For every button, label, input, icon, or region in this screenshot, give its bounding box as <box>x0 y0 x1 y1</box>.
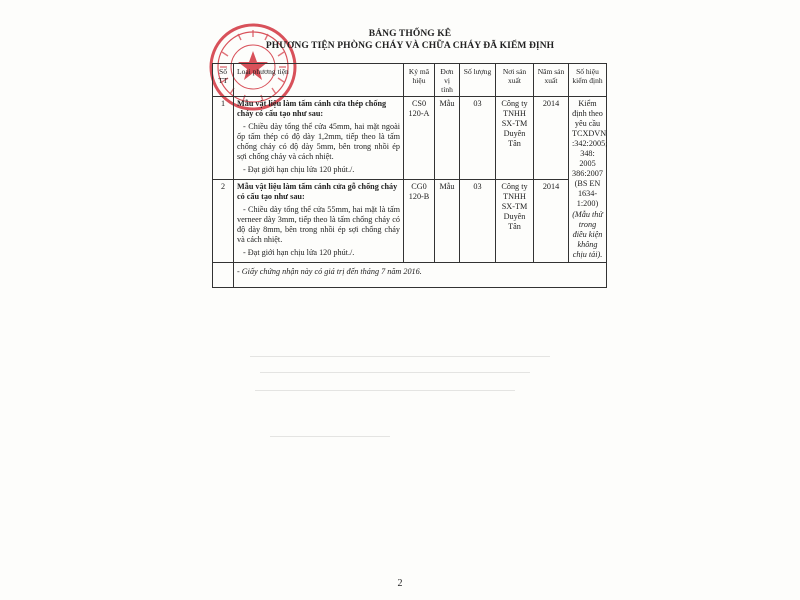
footer-blank-cell <box>213 263 234 288</box>
table-header-row <box>213 64 607 97</box>
row-quantity: 03 <box>460 180 496 263</box>
cert-standard-cell <box>569 97 607 263</box>
header-manufacturer: Nơi sản xuất <box>496 64 534 97</box>
scan-artifact-line <box>255 390 515 391</box>
row-quantity: 03 <box>460 97 496 180</box>
validity-note: - Giấy chứng nhận này có giá trị đến tháng 7 năm 2016. <box>234 263 607 288</box>
scan-artifact-line <box>250 356 550 357</box>
header-stt: Số TT <box>213 64 234 97</box>
row-fire-limit: - Đạt giới hạn chịu lửa 120 phút./. <box>243 248 355 257</box>
header-year: Năm sản xuất <box>534 64 569 97</box>
table-row <box>213 97 607 180</box>
row-stt: 1 <box>213 97 234 180</box>
row-manufacturer: Công ty TNHH SX-TM Duyên Tân <box>496 97 534 180</box>
row-code: CG0 120-B <box>404 180 435 263</box>
row-year: 2014 <box>534 180 569 263</box>
row-fire-limit: - Đạt giới hạn chịu lửa 120 phút./. <box>243 165 355 174</box>
row-stt: 2 <box>213 180 234 263</box>
equipment-table <box>212 63 607 288</box>
header-type: Loại phương tiện <box>234 64 404 97</box>
table-row <box>213 180 607 263</box>
row-description <box>234 97 404 180</box>
header-unit: Đơn vị tính <box>435 64 460 97</box>
row-unit: Mẫu <box>435 97 460 180</box>
cert-note: (Mẫu thử trong điều kiện không chịu tải). <box>572 210 603 259</box>
cert-standard: Kiểm định theo yêu cầu TCXDVN :342:2005; 348: 2005 386:2007 (BS EN 1634-1:200) <box>572 99 608 208</box>
title-line-1: BẢNG THỐNG KÊ <box>368 29 452 39</box>
row-title: Mẫu vật liệu làm tấm cánh cửa thép chống cháy có cấu tạo như sau: <box>237 99 387 118</box>
scan-artifact-line <box>270 436 390 437</box>
table-footer-row <box>213 263 607 288</box>
page-number: 2 <box>397 578 403 589</box>
row-manufacturer: Công ty TNHH SX-TM Duyên Tân <box>496 180 534 263</box>
row-year: 2014 <box>534 97 569 180</box>
header-code: Ký mã hiệu <box>404 64 435 97</box>
row-detail: - Chiều dày tổng thể cửa 55mm, hai mặt là tấm verneer dày 3mm, tiếp theo là tấm chống cháy có độ dày 8mm, bên trong nhồi ép sợi chống cháy và cách nhiệt. <box>237 205 400 244</box>
header-quantity: Số lượng <box>460 64 496 97</box>
header-cert-number: Số hiệu kiểm định <box>569 64 607 97</box>
row-code: CS0 120-A <box>404 97 435 180</box>
scan-artifact-line <box>260 372 530 373</box>
row-description <box>234 180 404 263</box>
document-title <box>200 28 620 52</box>
row-detail: - Chiều dày tổng thể cửa 45mm, hai mặt ngoài ốp tấm thép có độ dày 1,2mm, tiếp theo là tấm chống cháy có độ dày 5mm, bên trong nhồi ép sợi chống cháy và cách nhiệt. <box>237 122 400 161</box>
row-title: Mẫu vật liệu làm tấm cánh cửa gỗ chống cháy có cấu tạo như sau: <box>237 182 398 201</box>
title-line-2: PHƯƠNG TIỆN PHÒNG CHÁY VÀ CHỮA CHÁY ĐÃ KIỂM ĐỊNH <box>265 41 555 51</box>
row-unit: Mẫu <box>435 180 460 263</box>
